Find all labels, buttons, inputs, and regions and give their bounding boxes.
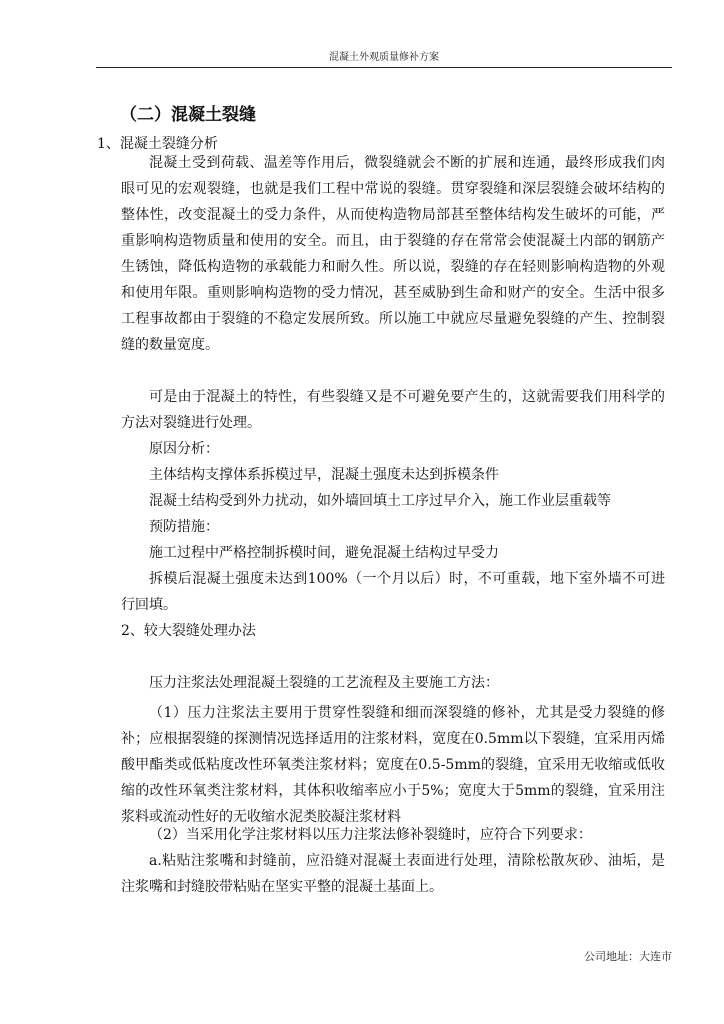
section2-item-2: （2）当采用化学注浆材料以压力注浆法修补裂缝时，应符合下列要求： <box>149 827 592 843</box>
section2-item-2a: a.粘贴注浆嘴和封缝前，应沿缝对混凝土表面进行处理，清除松散灰砂、油垢，是注浆嘴和封缝胶带粘贴在坚实平整的混凝土基面上。 <box>121 853 665 895</box>
prevent-item-2: 拆模后混凝土强度未达到100%（一个月以后）时，不可重载，地下室外墙不可进行回填。 <box>121 571 665 613</box>
section2-title: 2、较大裂缝处理办法 <box>121 623 256 639</box>
section-heading: （二）混凝土裂缝 <box>120 105 256 125</box>
section2-intro: 压力注浆法处理混凝土裂缝的工艺流程及主要施工方法： <box>149 675 499 691</box>
page-header-title: 混凝土外观质量修补方案 <box>329 52 439 63</box>
cause-item-1: 主体结构支撑体系拆模过早，混凝土强度未达到拆模条件 <box>149 467 499 483</box>
prevent-title: 预防措施： <box>149 519 219 535</box>
header-rule <box>96 67 672 68</box>
cause-item-2: 混凝土结构受到外力扰动，如外墙回填土工序过早介入，施工作业层重载等 <box>149 493 611 509</box>
section1-title: 1、混凝土裂缝分析 <box>97 136 218 152</box>
cause-title: 原因分析： <box>149 441 219 457</box>
section1-paragraph2: 可是由于混凝土的特性，有些裂缝又是不可避免要产生的，这就需要我们用科学的方法对裂缝进行处理。 <box>121 389 665 431</box>
prevent-item-1: 施工过程中严格控制拆模时间，避免混凝土结构过早受力 <box>149 545 499 561</box>
section1-paragraph1: 混凝土受到荷载、温差等作用后，微裂缝就会不断的扩展和连通，最终形成我们肉眼可见的宏观裂缝，也就是我们工程中常说的裂缝。贯穿裂缝和深层裂缝会破坏结构的整体性，改变混凝土的受力条件，从而使构造物局部甚至整体结构发生破坏的可能，严重影响构造物质量和使用的安全。而且，由于裂缝的存在常常会使混凝土内部的钢筋产生锈蚀，降低构造物的承载能力和耐久性。所以说，裂缝的存在轻则影响构造物的外观和使用年限。重则影响构造物的受力情况，甚至威胁到生命和财产的安全。生活中很多工程事故都由于裂缝的不稳定发展所致。所以施工中就应尽量避免裂缝的产生、控制裂缝的数量宽度。 <box>121 155 665 353</box>
section2-item-1: （1）压力注浆法主要用于贯穿性裂缝和细而深裂缝的修补，尤其是受力裂缝的修补；应根据裂缝的探测情况选择适用的注浆材料，宽度在0.5mm以下裂缝，宜采用丙烯酸甲酯类或低粘度改性环氧类注浆材料；宽度在0.5-5mm的裂缝，宜采用无收缩或低收缩的改性环氧类注浆材料，其体积收缩率应小于5%；宽度大于5mm的裂缝，宜采用注浆料或流动性好的无收缩水泥类胶凝注浆材料 <box>121 705 665 825</box>
footer-address: 公司地址：大连市 <box>584 950 672 963</box>
